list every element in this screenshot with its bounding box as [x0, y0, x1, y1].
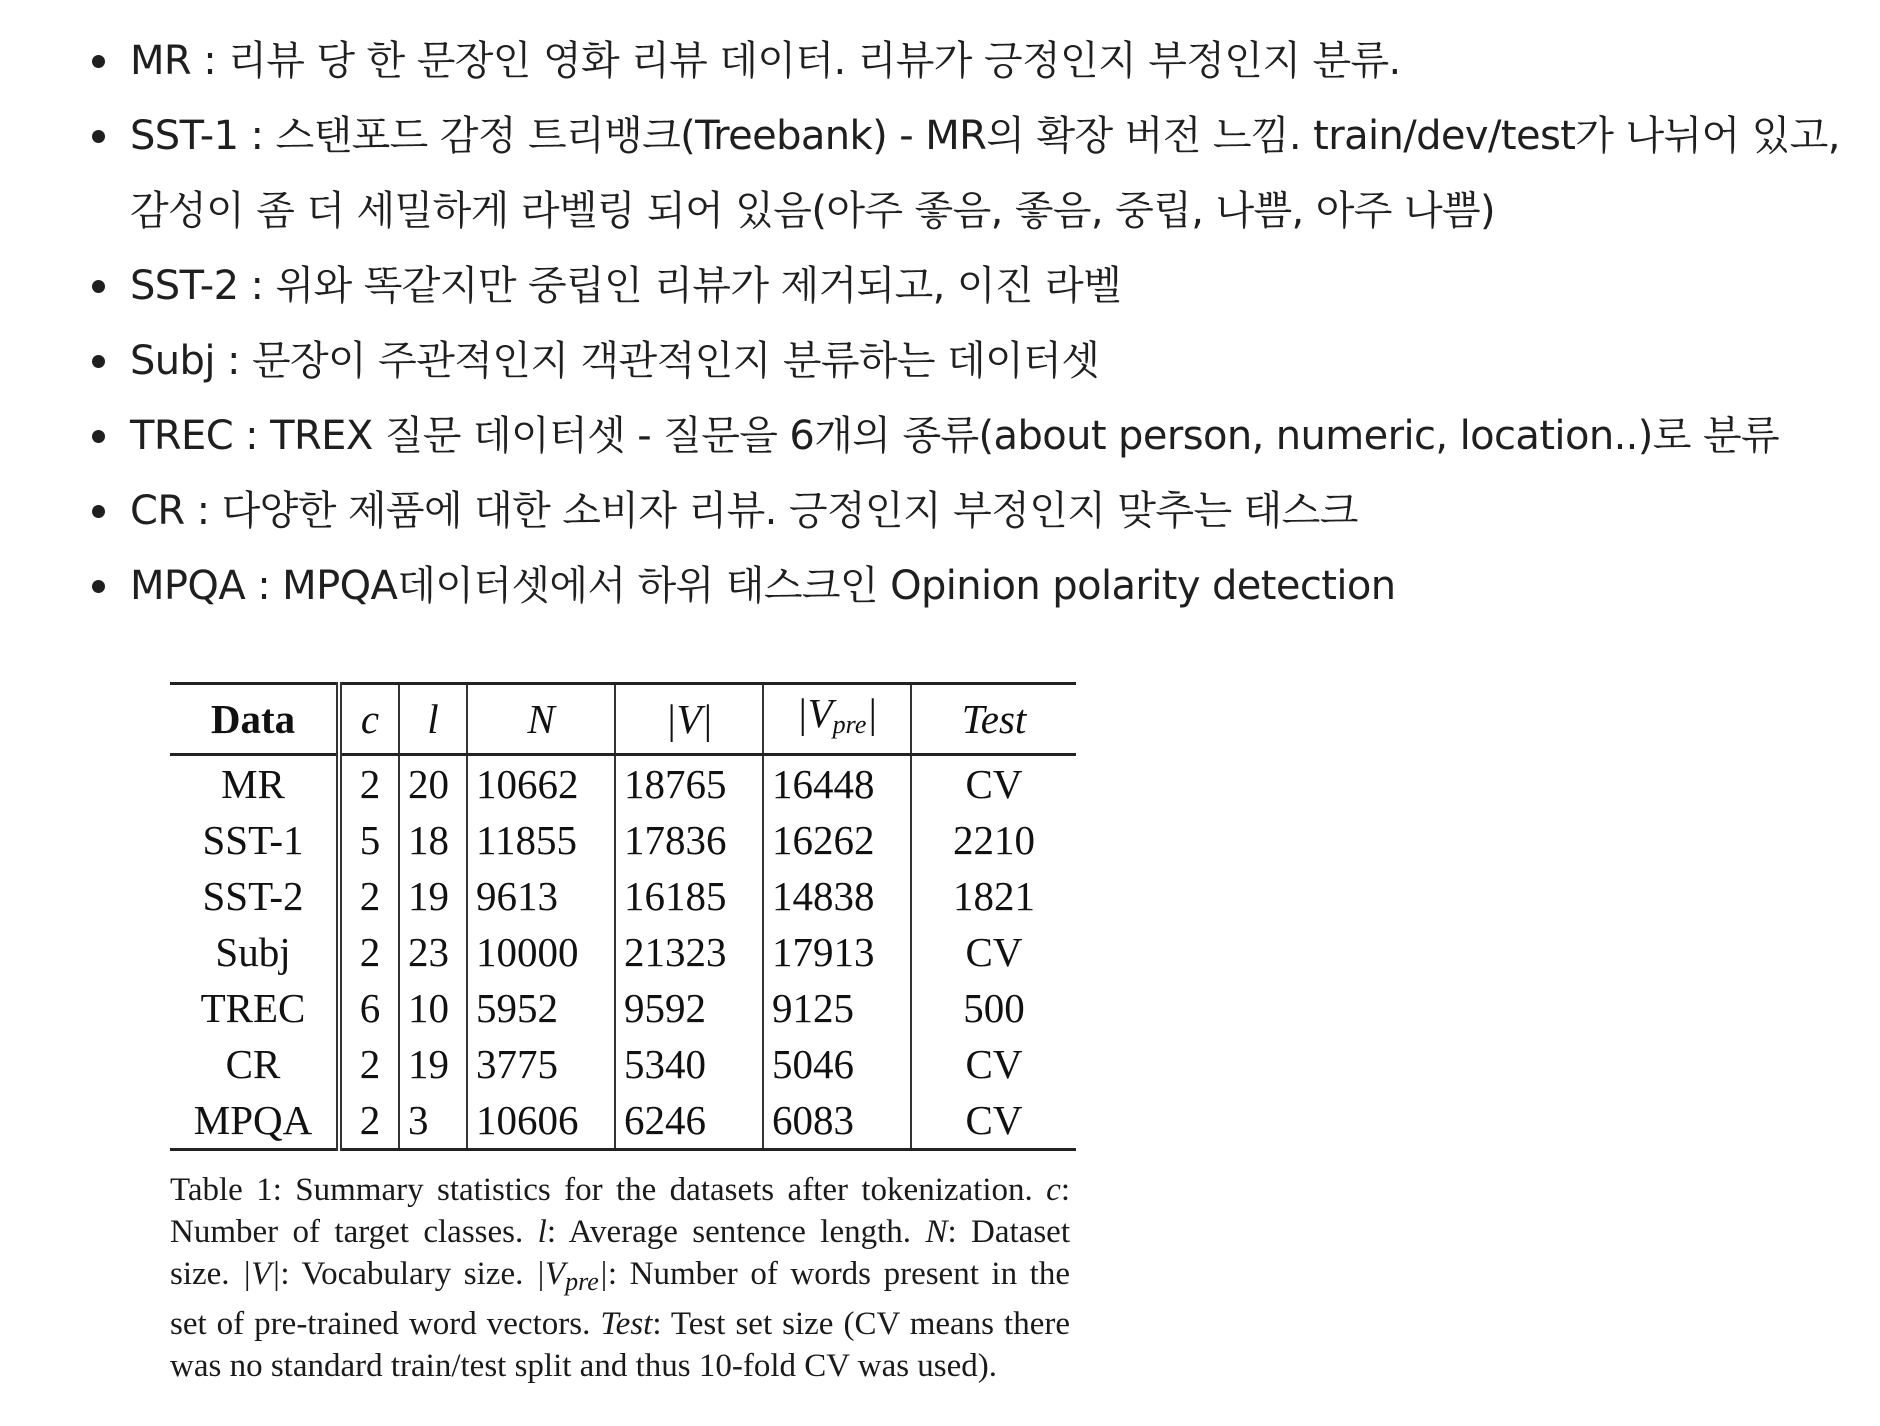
caption-part: : Vocabulary size. — [280, 1256, 536, 1292]
cell-vpre: 6083 — [763, 1092, 911, 1150]
table-row — [170, 1036, 1076, 1092]
bullet-item — [92, 99, 1862, 249]
bullet-item — [92, 549, 1862, 624]
bullet-text: Subj : 문장이 주관적인지 객관적인지 분류하는 데이터셋 — [130, 338, 1100, 384]
bullet-item — [92, 474, 1862, 549]
cell-c: 2 — [339, 868, 399, 924]
table-header — [170, 684, 1076, 755]
cell-l: 10 — [399, 980, 467, 1036]
table-row — [170, 1092, 1076, 1150]
dataset-statistics-figure — [170, 682, 1080, 1387]
cell-data: SST-2 — [170, 868, 339, 924]
header-vpre — [763, 684, 911, 755]
cell-test: 2210 — [953, 817, 1035, 863]
bullet-dot-icon — [92, 130, 105, 143]
caption-symbol-test: Test — [600, 1306, 653, 1342]
header-n: N — [467, 684, 615, 755]
cell-data: TREC — [170, 980, 339, 1036]
cell-v: 17836 — [615, 812, 763, 868]
cell-vpre: 16448 — [763, 755, 911, 813]
bullet-item — [92, 24, 1862, 99]
cell-v: 9592 — [615, 980, 763, 1036]
bullet-dot-icon — [92, 580, 105, 593]
header-v: |V| — [615, 684, 763, 755]
table-row — [170, 812, 1076, 868]
cell-l: 19 — [399, 1036, 467, 1092]
caption-part: : Number of words present in the set of pre-trained word vectors. — [170, 1256, 1070, 1342]
bullet-item — [92, 324, 1862, 399]
caption-symbol-vpre-main: |V — [535, 1256, 566, 1292]
cell-n: 5952 — [467, 980, 615, 1036]
cell-v: 16185 — [615, 868, 763, 924]
cell-n: 11855 — [467, 812, 615, 868]
caption-symbol-vpre-sub: pre — [565, 1267, 599, 1296]
caption-part: : Dataset size. — [170, 1214, 1070, 1292]
table-row — [170, 755, 1076, 813]
header-c: c — [339, 684, 399, 755]
caption-symbol-v: |V| — [242, 1256, 281, 1292]
bullet-text: MPQA : MPQA데이터셋에서 하위 태스크인 Opinion polarity detection — [130, 563, 1396, 609]
bullet-text: TREC : TREX 질문 데이터셋 - 질문을 6개의 종류(about person, numeric, location..)로 분류 — [130, 413, 1780, 459]
cell-data: Subj — [170, 924, 339, 980]
table-row — [170, 980, 1076, 1036]
caption-symbol-c: c — [1046, 1172, 1061, 1208]
cell-data: MPQA — [170, 1092, 339, 1150]
bullet-text: SST-2 : 위와 똑같지만 중립인 리뷰가 제거되고, 이진 라벨 — [130, 263, 1122, 309]
cell-n: 10000 — [467, 924, 615, 980]
caption-part: : Test set size (CV means there was no standard train/test split and thus 10-fold CV was used). — [170, 1306, 1070, 1384]
bullet-text: CR : 다양한 제품에 대한 소비자 리뷰. 긍정인지 부정인지 맞추는 태스크 — [130, 488, 1358, 534]
cell-test: CV — [965, 929, 1023, 975]
caption-symbol-vpre-end: | — [598, 1256, 608, 1292]
bullet-dot-icon — [92, 430, 105, 443]
table-row — [170, 868, 1076, 924]
cell-c: 2 — [339, 924, 399, 980]
caption-symbol-n: N — [925, 1214, 948, 1250]
cell-vpre: 14838 — [763, 868, 911, 924]
bullet-text: SST-1 : 스탠포드 감정 트리뱅크(Treebank) - MR의 확장 버전 느낌. train/dev/test가 나뉘어 있고, 감성이 좀 더 세밀하게 라벨링 되어 있음(아주 좋음, 좋음, 중립, 나쁨, 아주 나쁨) — [130, 113, 1840, 234]
bullet-dot-icon — [92, 505, 105, 518]
bullet-dot-icon — [92, 55, 105, 68]
caption-part: Table 1: Summary statistics for the datasets after tokenization. — [170, 1172, 1047, 1208]
header-data: Data — [170, 684, 339, 755]
cell-n: 10606 — [467, 1092, 615, 1150]
dataset-bullet-list — [92, 24, 1862, 624]
cell-c: 5 — [339, 812, 399, 868]
table-header-row — [170, 684, 1076, 755]
header-vpre-end: | — [866, 690, 878, 736]
caption-part: : Average sentence length. — [546, 1214, 926, 1250]
cell-v: 6246 — [615, 1092, 763, 1150]
bullet-dot-icon — [92, 355, 105, 368]
bullet-text: MR : 리뷰 당 한 문장인 영화 리뷰 데이터. 리뷰가 긍정인지 부정인지 분류. — [130, 38, 1401, 84]
caption-part: : Number of target classes. — [170, 1172, 1070, 1250]
cell-c: 2 — [339, 1092, 399, 1150]
header-vpre-main: |V — [796, 690, 833, 736]
cell-c: 2 — [339, 1036, 399, 1092]
caption-symbol-l: l — [537, 1214, 547, 1250]
header-vpre-sub: pre — [832, 710, 867, 739]
cell-data: SST-1 — [170, 812, 339, 868]
cell-test: CV — [965, 1041, 1023, 1087]
bullet-dot-icon — [92, 280, 105, 293]
cell-l: 19 — [399, 868, 467, 924]
cell-n: 10662 — [467, 755, 615, 813]
cell-vpre: 5046 — [763, 1036, 911, 1092]
cell-test: 500 — [963, 985, 1025, 1031]
header-test: Test — [961, 696, 1027, 742]
bullet-item — [92, 399, 1862, 474]
cell-vpre: 17913 — [763, 924, 911, 980]
table-caption — [170, 1169, 1070, 1387]
cell-l: 3 — [399, 1092, 467, 1150]
cell-data: MR — [170, 755, 339, 813]
cell-test: 1821 — [953, 873, 1035, 919]
cell-n: 3775 — [467, 1036, 615, 1092]
cell-c: 6 — [339, 980, 399, 1036]
bullet-item — [92, 249, 1862, 324]
cell-l: 23 — [399, 924, 467, 980]
table-row — [170, 924, 1076, 980]
dataset-statistics-table — [170, 682, 1076, 1151]
table-body — [170, 755, 1076, 1150]
cell-l: 20 — [399, 755, 467, 813]
cell-data: CR — [170, 1036, 339, 1092]
cell-v: 5340 — [615, 1036, 763, 1092]
cell-vpre: 9125 — [763, 980, 911, 1036]
cell-c: 2 — [339, 755, 399, 813]
cell-vpre: 16262 — [763, 812, 911, 868]
header-l: l — [399, 684, 467, 755]
cell-n: 9613 — [467, 868, 615, 924]
cell-v: 21323 — [615, 924, 763, 980]
cell-l: 18 — [399, 812, 467, 868]
cell-v: 18765 — [615, 755, 763, 813]
cell-test: CV — [965, 1097, 1023, 1143]
cell-test: CV — [965, 761, 1023, 807]
